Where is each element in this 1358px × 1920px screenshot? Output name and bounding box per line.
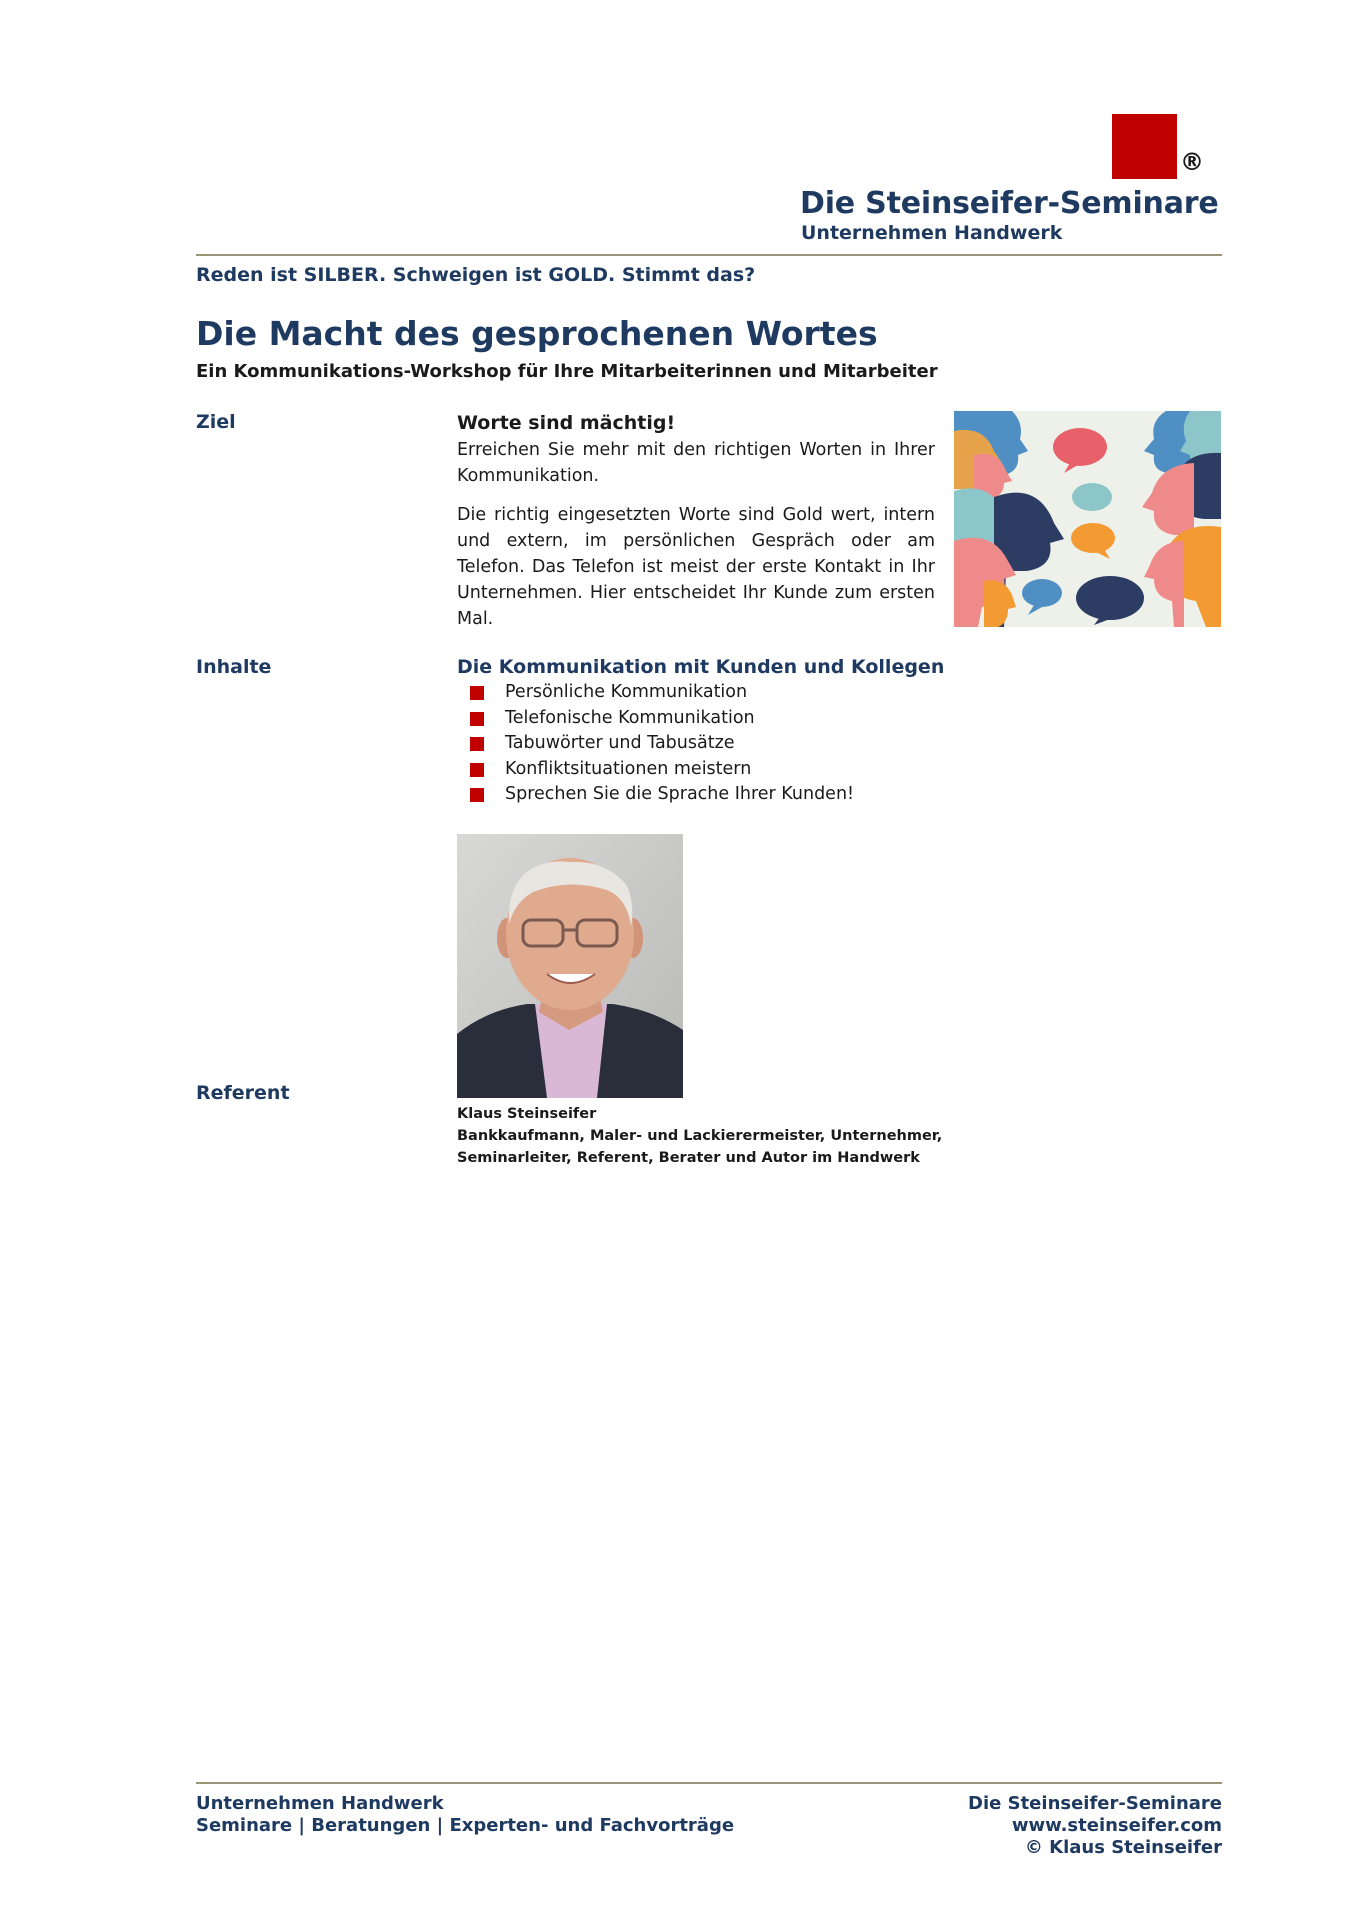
footer-copyright: © Klaus Steinseifer xyxy=(1024,1837,1222,1858)
list-item-text: Telefonische Kommunikation xyxy=(505,707,755,728)
list-item xyxy=(470,706,854,732)
list-item xyxy=(470,731,854,757)
header-divider xyxy=(196,254,1222,256)
speaker-portrait-image xyxy=(457,834,683,1098)
brand-logo-square xyxy=(1112,114,1177,179)
section-label-ziel: Ziel xyxy=(196,411,236,433)
list-item xyxy=(470,782,854,808)
footer-left xyxy=(196,1793,734,1837)
list-item-text: Sprechen Sie die Sprache Ihrer Kunden! xyxy=(505,784,855,805)
inhalte-bullet-list xyxy=(470,680,854,808)
section-label-referent: Referent xyxy=(196,1082,290,1104)
bullet-square-icon xyxy=(470,788,484,802)
list-item-text: Persönliche Kommunikation xyxy=(505,682,748,702)
speaker-description-line-2: Seminarleiter, Referent, Berater und Autor im Handwerk xyxy=(457,1150,920,1166)
speaker-description-line-1: Bankkaufmann, Maler- und Lackierermeister, Unternehmer, xyxy=(457,1128,943,1144)
page-title: Die Macht des gesprochenen Wortes xyxy=(196,314,878,353)
footer-right xyxy=(860,1793,1222,1859)
ziel-heading: Worte sind mächtig! xyxy=(457,412,676,434)
footer-website-link[interactable]: www.steinseifer.com xyxy=(1011,1815,1222,1836)
list-item-text: Tabuwörter und Tabusätze xyxy=(505,733,735,754)
speech-bubbles-image xyxy=(954,411,1221,627)
ziel-paragraph-1: Erreichen Sie mehr mit den richtigen Worten in Ihrer Kommunikation. xyxy=(457,440,935,486)
bullet-square-icon xyxy=(470,712,484,726)
list-item xyxy=(470,757,854,783)
bullet-square-icon xyxy=(470,763,484,777)
bullet-square-icon xyxy=(470,686,484,700)
ziel-paragraph-2: Die richtig eingesetzten Worte sind Gold wert, intern und extern, im persönlichen Gespräch oder am Telefon. Das Telefon ist meist der erste Kontakt in Ihr Unternehmen. Hier entscheidet Ihr Kunde zum ersten Mal. xyxy=(457,505,935,629)
list-item xyxy=(470,680,854,706)
page-subtitle: Ein Kommunikations-Workshop für Ihre Mitarbeiterinnen und Mitarbeiter xyxy=(196,361,938,382)
speech-bubbles-illustration xyxy=(954,411,1221,627)
tagline: Reden ist SILBER. Schweigen ist GOLD. Stimmt das? xyxy=(196,264,756,286)
footer-right-line-1: Die Steinseifer-Seminare xyxy=(968,1793,1222,1814)
speaker-name: Klaus Steinseifer xyxy=(457,1106,597,1122)
brand-subtitle: Unternehmen Handwerk xyxy=(801,222,1063,244)
ziel-content xyxy=(457,411,935,632)
bullet-square-icon xyxy=(470,737,484,751)
footer-divider xyxy=(196,1782,1222,1784)
list-item-text: Konfliktsituationen meistern xyxy=(505,758,752,779)
registered-mark: ® xyxy=(1180,148,1204,176)
footer-left-line-2: Seminare | Beratungen | Experten- und Fachvorträge xyxy=(196,1815,735,1836)
footer-left-line-1: Unternehmen Handwerk xyxy=(196,1793,444,1814)
inhalte-heading: Die Kommunikation mit Kunden und Kollegen xyxy=(457,656,945,678)
section-label-inhalte: Inhalte xyxy=(196,656,272,678)
speaker-portrait xyxy=(457,834,683,1098)
brand-title: Die Steinseifer-Seminare xyxy=(800,186,1219,221)
